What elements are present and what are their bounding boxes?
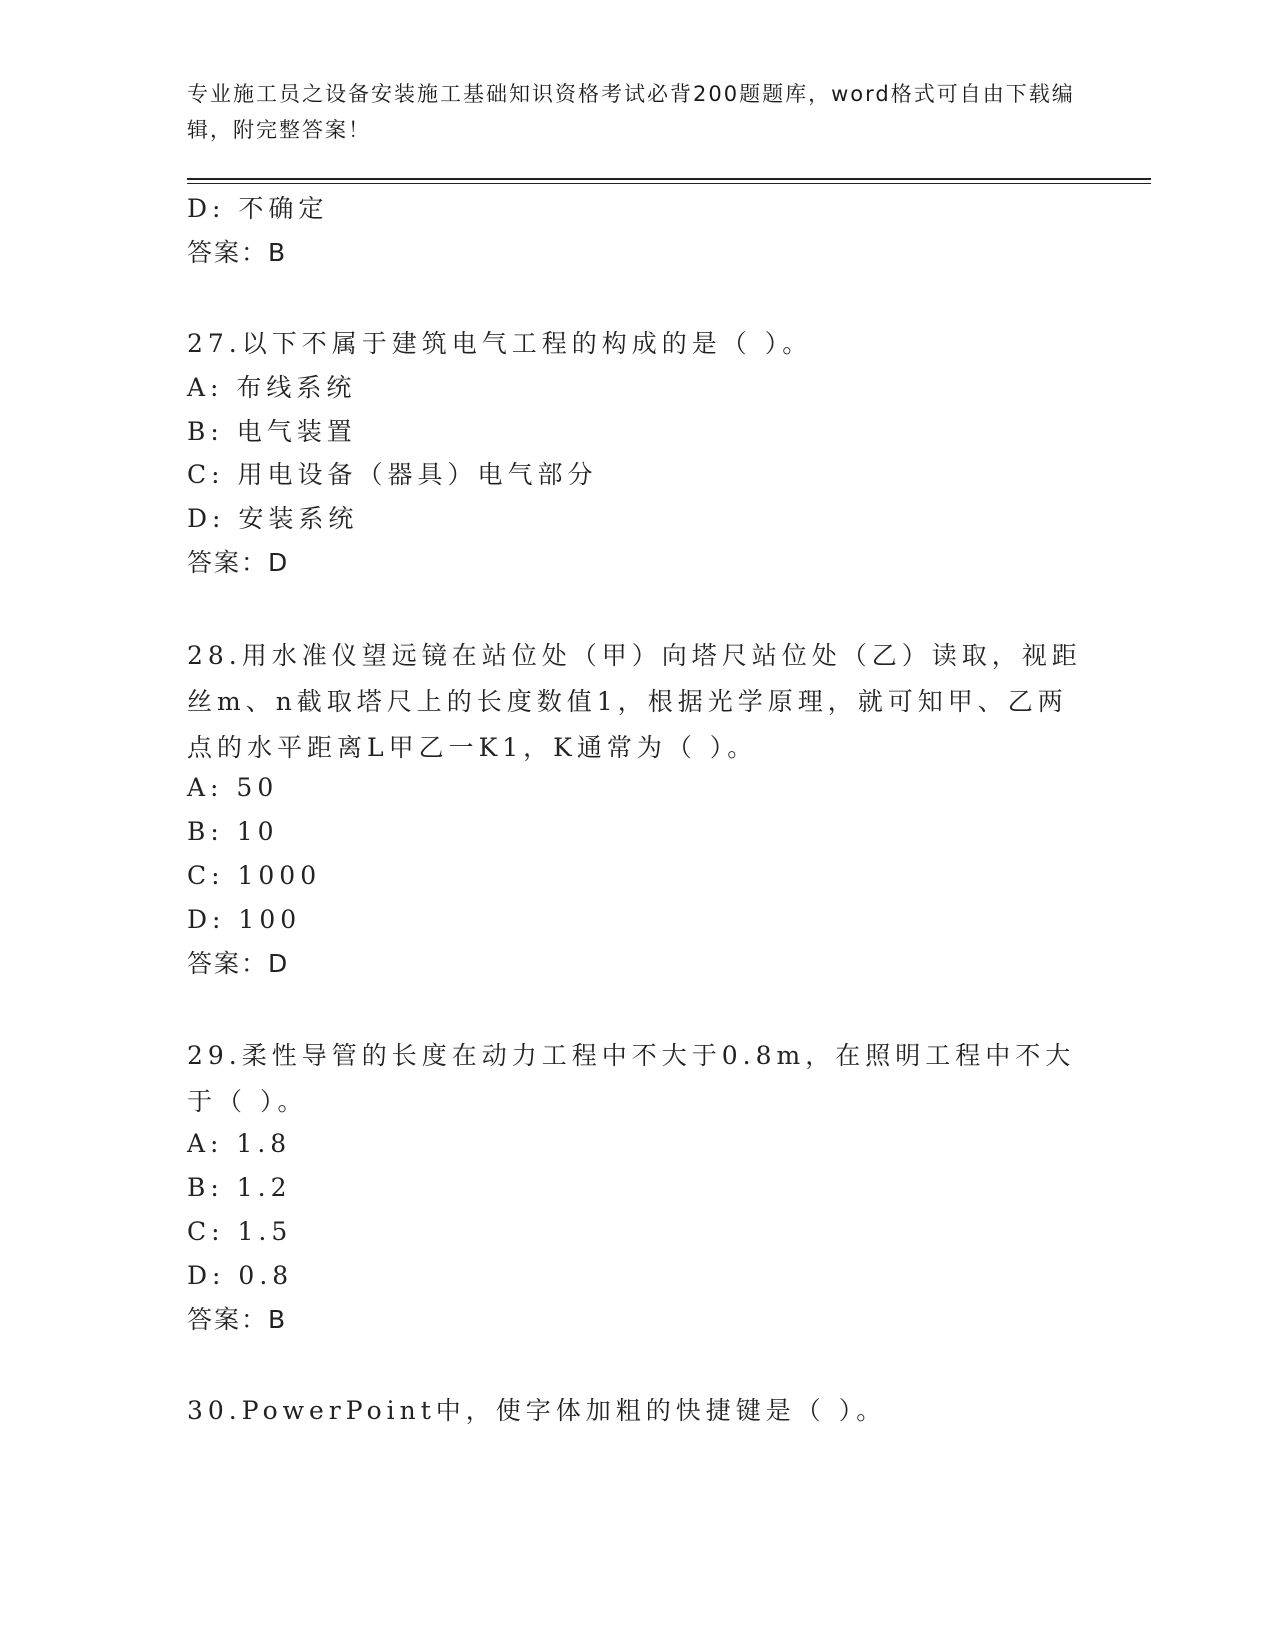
- question-28-option-b: B: 10: [187, 817, 279, 846]
- question-28-option-c: C: 1000: [187, 861, 322, 890]
- question-28-stem: 28.用水准仪望远镜在站位处（甲）向塔尺站位处（乙）读取，视距丝m、n截取塔尺上的长度数值1，根据光学原理，就可知甲、乙两点的水平距离L甲乙一K1，K通常为（ ）。: [187, 641, 1082, 762]
- document-header: 专业施工员之设备安装施工基础知识资格考试必背200题题库，word格式可自由下载编辑，附完整答案！: [187, 82, 1075, 142]
- question-27-option-b: B: 电气装置: [187, 417, 357, 446]
- question-28-option-d: D: 100: [187, 905, 302, 934]
- answer-line: 答案：B: [187, 238, 288, 267]
- question-29-option-b: B: 1.2: [187, 1173, 292, 1202]
- question-28-option-a: A: 50: [187, 773, 279, 802]
- question-27-stem: 27.以下不属于建筑电气工程的构成的是（ ）。: [187, 329, 813, 358]
- question-29-stem: 29.柔性导管的长度在动力工程中不大于0.8m，在照明工程中不大于（ ）。: [187, 1041, 1076, 1116]
- header-rule-thin: [187, 183, 1151, 184]
- question-27-option-a: A: 布线系统: [187, 373, 357, 402]
- question-29-option-d: D: 0.8: [187, 1261, 294, 1290]
- question-27-option-c: C: 用电设备（器具）电气部分: [187, 460, 598, 489]
- header-rule-thick: [187, 178, 1151, 180]
- question-28-answer: 答案：D: [187, 949, 290, 978]
- question-29-option-a: A: 1.8: [187, 1129, 292, 1158]
- question-29-option-c: C: 1.5: [187, 1217, 293, 1246]
- question-30-stem: 30.PowerPoint中，使字体加粗的快捷键是（ ）。: [187, 1396, 887, 1425]
- question-27-answer: 答案：D: [187, 548, 290, 577]
- question-27-option-d: D: 安装系统: [187, 504, 359, 533]
- question-29-answer: 答案：B: [187, 1305, 288, 1334]
- option-d: D: 不确定: [187, 194, 329, 223]
